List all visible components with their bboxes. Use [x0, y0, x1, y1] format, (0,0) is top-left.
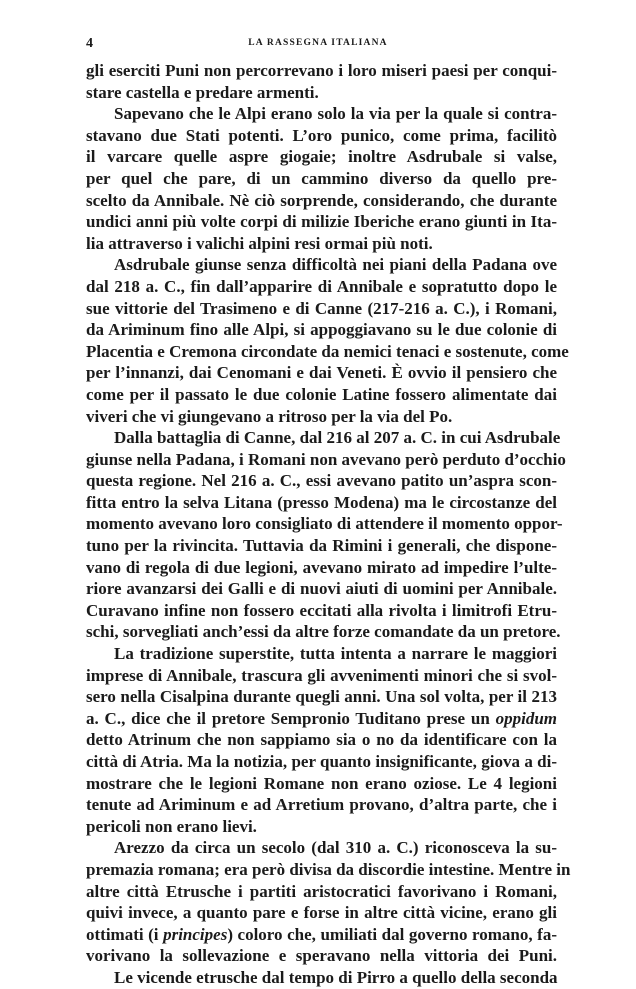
- text-line: [86, 643, 557, 665]
- text-line: [86, 492, 557, 514]
- text-line: [86, 535, 557, 557]
- text-fragment: a. C., dice che il pretore Sempronio Tuditano prese un: [86, 708, 496, 728]
- text-fragment: Arezzo da circa un secolo (dal 310 a. C.) riconosceva la su-: [114, 838, 557, 858]
- text-fragment: città di Atria. Ma la notizia, per quanto insignificante, giova a di-: [86, 752, 557, 771]
- text-line: [86, 146, 557, 168]
- text-line: [86, 751, 557, 773]
- text-line: [86, 859, 571, 881]
- text-fragment: come per il passato le due colonie Latine fossero alimentate dai: [86, 384, 557, 404]
- text-line: [86, 103, 557, 125]
- text-fragment: mostrare che le legioni Romane non erano oziose. Le 4 legioni: [86, 773, 557, 793]
- text-line: [86, 125, 557, 147]
- text-line: [86, 513, 563, 535]
- text-fragment: per quel che pare, di un cammino diverso da quello pre-: [86, 168, 557, 188]
- text-fragment: undici anni più volte corpi di milizie Iberiche erano giunti in Ita-: [86, 212, 557, 232]
- text-line: [86, 837, 557, 859]
- text-fragment: questa regione. Nel 216 a. C., essi avevano patito un’aspra scon-: [86, 471, 557, 491]
- text-line: [86, 578, 557, 600]
- text-fragment: vano di regola di due legioni, avevano mirato ad impedire l’ulte-: [86, 557, 557, 577]
- text-fragment: scelto da Annibale. Nè ciò sorprende, considerando, che durante: [86, 190, 557, 210]
- text-line: [86, 341, 569, 363]
- italic-term: oppidum: [495, 708, 557, 728]
- text-fragment: fitta entro la selva Litana (presso Modena) ma le circostanze del: [86, 492, 557, 512]
- text-line: [86, 665, 557, 687]
- body-text: [86, 60, 571, 989]
- text-line: [86, 729, 557, 751]
- text-line: [86, 773, 557, 795]
- text-fragment: il varcare quelle aspre giogaie; inoltre Asdrubale si valse,: [86, 147, 557, 167]
- text-fragment: Le vicende etrusche dal tempo di Pirro a quello della seconda: [114, 967, 558, 987]
- text-line: [86, 319, 557, 341]
- text-line: [86, 298, 557, 320]
- text-line: [86, 168, 557, 190]
- text-line: [86, 470, 557, 492]
- text-line: [86, 557, 557, 579]
- text-fragment: viveri che vi giungevano a ritroso per la via del Po.: [86, 406, 453, 426]
- text-fragment: dal 218 a. C., fin dall’apparire di Annibale e sopratutto dopo le: [86, 276, 557, 296]
- text-fragment: Placentia e Cremona circondate da nemici tenaci e sostenute, come: [86, 341, 569, 361]
- text-line: [86, 427, 561, 449]
- text-line: [86, 406, 557, 428]
- text-fragment: schi, sorvegliati anch’essi da altre forze comandate da un pretore.: [86, 622, 561, 642]
- text-fragment: sue vittorie del Trasimeno e di Canne (217-216 a. C.), i Romani,: [86, 298, 557, 318]
- text-fragment: stavano due Stati potenti. L’oro punico, come prima, facilitò: [86, 125, 557, 145]
- text-fragment: momento avevano loro consigliato di attendere il momento oppor-: [86, 514, 563, 534]
- text-fragment: vorivano la sollevazione e speravano nella vittoria dei Puni.: [86, 946, 557, 966]
- running-head: LA RASSEGNA ITALIANA: [248, 38, 388, 48]
- text-line: [86, 449, 566, 471]
- text-line: [86, 945, 557, 967]
- text-fragment: ) coloro che, umiliati dal governo romano, fa-: [227, 924, 557, 944]
- text-line: [86, 600, 557, 622]
- text-fragment: da Ariminum fino alle Alpi, si appoggiavano su le due colonie di: [86, 320, 557, 340]
- text-fragment: sero nella Cisalpina durante quegli anni. Una sol volta, per il 213: [86, 687, 557, 707]
- text-line: [86, 816, 557, 838]
- text-fragment: Dalla battaglia di Canne, dal 216 al 207 a. C. in cui Asdrubale: [114, 428, 561, 448]
- text-fragment: riore avanzarsi dei Galli e di nuovi aiuti di uomini per Annibale.: [86, 579, 557, 599]
- text-fragment: Curavano infine non fossero eccitati alla rivolta i limitrofi Etru-: [86, 600, 557, 620]
- text-line: [86, 233, 557, 255]
- text-line: [86, 276, 557, 298]
- text-fragment: Asdrubale giunse senza difficoltà nei piani della Padana ove: [114, 255, 557, 275]
- text-fragment: pericoli non erano lievi.: [86, 816, 257, 836]
- italic-term: principes: [163, 924, 228, 944]
- text-fragment: stare castella e predare armenti.: [86, 82, 319, 102]
- text-fragment: tuno per la rivincita. Tuttavia da Rimini i generali, che dispone-: [86, 536, 557, 556]
- text-line: [86, 211, 557, 233]
- text-line: [86, 60, 557, 82]
- text-fragment: quivi invece, a quanto pare e forse in altre città vicine, erano gli: [86, 903, 557, 923]
- text-fragment: ottimati (i: [86, 924, 164, 944]
- text-line: [86, 794, 557, 816]
- page-number: 4: [86, 36, 93, 51]
- text-fragment: altre città Etrusche i partiti aristocratici favorivano i Romani,: [86, 881, 557, 901]
- text-line: [86, 708, 557, 730]
- text-line: [86, 924, 557, 946]
- text-fragment: imprese di Annibale, trascura gli avvenimenti minori che si svol-: [86, 665, 557, 685]
- text-line: [86, 881, 557, 903]
- text-fragment: lia attraverso i valichi alpini resi ormai più noti.: [86, 233, 433, 253]
- text-line: [86, 621, 561, 643]
- text-fragment: per l’innanzi, dai Cenomani e dai Veneti. È ovvio il pensiero che: [86, 363, 557, 383]
- text-line: [86, 686, 557, 708]
- text-line: [86, 902, 557, 924]
- text-fragment: premazia romana; era però divisa da discordie intestine. Mentre in: [86, 859, 571, 879]
- text-line: [86, 190, 557, 212]
- text-line: [86, 967, 557, 989]
- text-fragment: La tradizione superstite, tutta intenta a narrare le maggiori: [114, 644, 557, 664]
- text-line: [86, 384, 557, 406]
- text-fragment: Sapevano che le Alpi erano solo la via per la quale si contra-: [114, 104, 557, 124]
- text-line: [86, 362, 557, 384]
- text-line: [86, 82, 557, 104]
- text-line: [86, 254, 557, 276]
- text-fragment: tenute ad Ariminum e ad Arretium provano, d’altra parte, che i: [86, 795, 557, 815]
- text-fragment: detto Atrinum che non sappiamo sia o no da identificare con la: [86, 730, 557, 750]
- text-fragment: gli eserciti Puni non percorrevano i loro miseri paesi per conqui-: [86, 61, 557, 80]
- text-fragment: giunse nella Padana, i Romani non avevano però perduto d’occhio: [86, 449, 566, 469]
